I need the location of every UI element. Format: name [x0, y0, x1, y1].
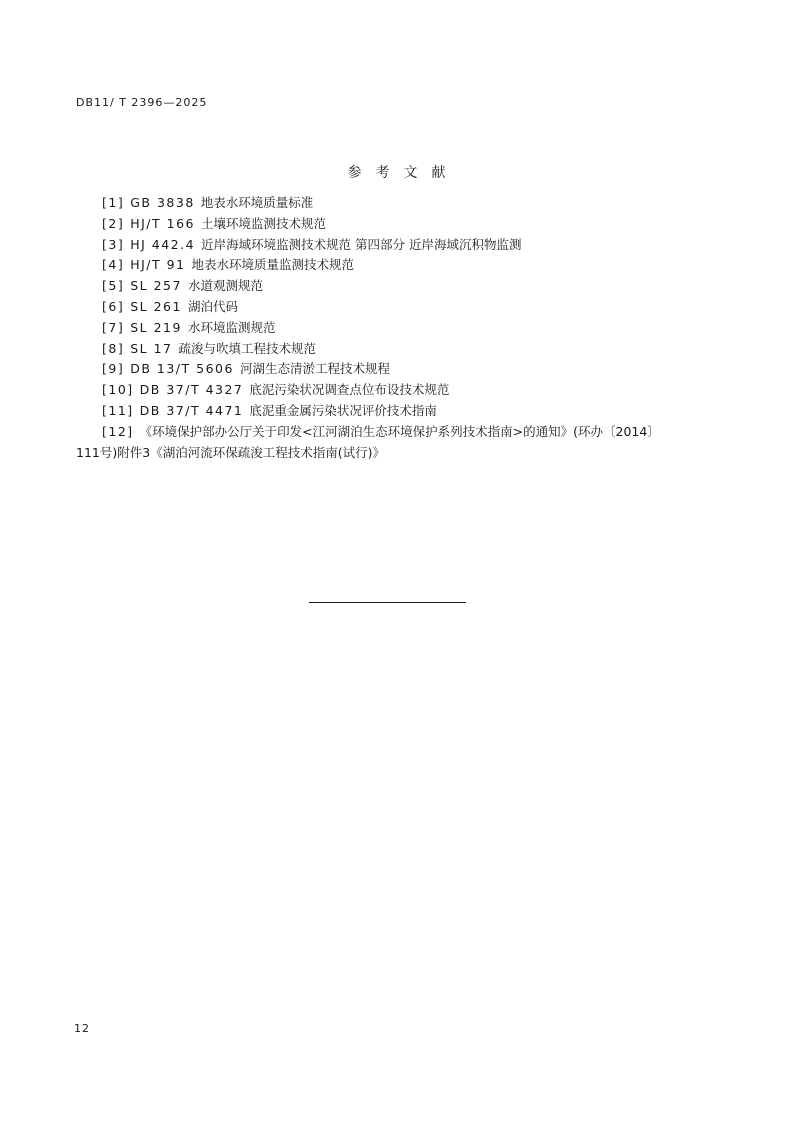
reference-code: SL 17 — [130, 340, 173, 356]
reference-item — [0, 235, 793, 256]
reference-item-continuation: 111号)附件3《湖泊河流环保疏浚工程技术指南(试行)》 — [76, 444, 385, 460]
reference-number: [8] — [102, 340, 125, 356]
reference-title: 地表水环境质量监测技术规范 — [191, 257, 355, 273]
reference-item — [0, 276, 793, 297]
reference-title: 湖泊代码 — [187, 298, 238, 314]
reference-code: DB 37/T 4471 — [139, 402, 244, 418]
reference-code: DB 13/T 5606 — [130, 361, 234, 377]
reference-item — [0, 401, 793, 422]
reference-code: SL 219 — [130, 319, 182, 335]
reference-title: 底泥重金属污染状况评价技术指南 — [249, 402, 437, 418]
reference-title: 水道观测规范 — [187, 278, 263, 294]
reference-number: [2] — [102, 215, 125, 231]
reference-title: 《环境保护部办公厅关于印发<江河湖泊生态环境保护系列技术指南>的通知》(环办〔2014〕 — [139, 423, 660, 439]
reference-item — [0, 359, 793, 380]
reference-item — [0, 255, 793, 276]
standard-code: DB11/ T 2396—2025 — [76, 96, 208, 109]
reference-title: 底泥污染状况调查点位布设技术规范 — [249, 382, 450, 398]
reference-number: [12] — [102, 423, 134, 439]
reference-title: 疏浚与吹填工程技术规范 — [178, 340, 317, 356]
reference-item — [0, 380, 793, 401]
page-number: 12 — [74, 1022, 90, 1035]
reference-code: SL 261 — [130, 298, 182, 314]
reference-title: 近岸海域环境监测技术规范 第四部分 近岸海域沉积物监测 — [201, 236, 522, 252]
reference-code: SL 257 — [130, 278, 182, 294]
reference-number: [9] — [102, 361, 125, 377]
reference-item — [0, 214, 793, 235]
reference-item — [0, 339, 793, 360]
reference-code: HJ/T 166 — [130, 215, 195, 231]
reference-code: HJ 442.4 — [130, 236, 196, 252]
reference-number: [10] — [102, 382, 134, 398]
reference-list — [0, 193, 793, 463]
reference-number: [3] — [102, 236, 125, 252]
end-rule — [309, 602, 466, 603]
reference-number: [7] — [102, 319, 125, 335]
reference-number: [1] — [102, 195, 125, 210]
reference-item — [0, 318, 793, 339]
reference-title: 河湖生态清淤工程技术规程 — [239, 361, 390, 377]
section-title: 参考文献 — [347, 165, 460, 181]
reference-number: [11] — [102, 402, 134, 418]
reference-title: 土壤环境监测技术规范 — [200, 215, 326, 231]
reference-code: HJ/T 91 — [130, 257, 186, 273]
reference-number: [6] — [102, 298, 125, 314]
reference-number: [5] — [102, 278, 125, 294]
reference-title: 水环境监测规范 — [187, 319, 276, 335]
reference-item — [0, 297, 793, 318]
reference-number: [4] — [102, 257, 125, 273]
reference-code: GB 3838 — [130, 195, 195, 210]
reference-item — [0, 193, 793, 214]
reference-item — [0, 422, 720, 443]
reference-title: 地表水环境质量标准 — [200, 195, 314, 210]
reference-code: DB 37/T 4327 — [139, 382, 244, 398]
